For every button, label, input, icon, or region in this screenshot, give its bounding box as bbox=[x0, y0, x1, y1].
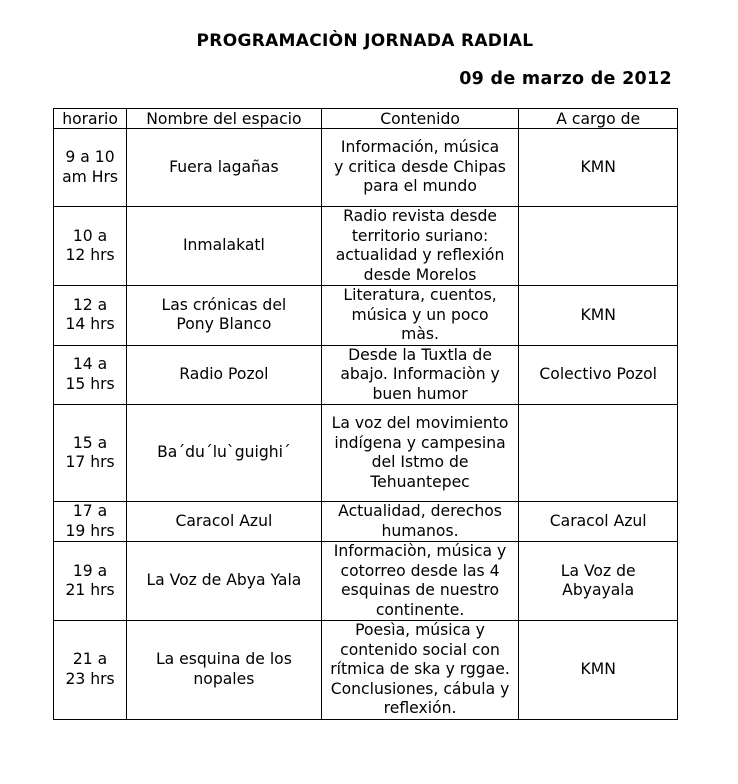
horario-text: 12 a 14 hrs bbox=[65, 295, 115, 334]
cell-nombre: Inmalakatl bbox=[127, 207, 322, 286]
document-title: PROGRAMACIÒN JORNADA RADIAL bbox=[196, 31, 534, 51]
cell-horario bbox=[54, 502, 127, 542]
cell-cargo bbox=[519, 542, 678, 621]
contenido-text: Actualidad, derechos humanos. bbox=[338, 502, 502, 540]
cell-horario bbox=[54, 286, 127, 346]
cell-horario bbox=[54, 207, 127, 286]
table-row bbox=[54, 286, 678, 346]
cell-horario bbox=[54, 542, 127, 621]
cell-contenido bbox=[321, 405, 519, 502]
table-row bbox=[54, 345, 678, 405]
cell-contenido bbox=[321, 502, 519, 542]
cell-nombre: Radio Pozol bbox=[127, 345, 322, 405]
header-horario: horario bbox=[54, 109, 127, 129]
contenido-text: La voz del movimiento indígena y campesina del Istmo de Tehuantepec bbox=[331, 414, 509, 491]
horario-text: 14 a 15 hrs bbox=[65, 355, 115, 393]
header-cargo: A cargo de bbox=[519, 109, 678, 129]
horario-text: 21 a 23 hrs bbox=[65, 650, 115, 688]
cell-nombre: Caracol Azul bbox=[127, 502, 322, 542]
contenido-text: Desde la Tuxtla de abajo. Informaciòn y buen humor bbox=[340, 345, 500, 403]
cell-nombre: Ba´du´lu`guighi´ bbox=[127, 405, 322, 502]
cell-nombre: Fuera lagañas bbox=[127, 129, 322, 207]
horario-text: 15 a 17 hrs bbox=[65, 433, 115, 471]
table-row bbox=[54, 405, 678, 502]
contenido-text: Información, música y critica desde Chipas para el mundo bbox=[334, 138, 506, 196]
contenido-text: Radio revista desde territorio suriano: actualidad y reflexión desde Morelos bbox=[335, 207, 505, 284]
table-row bbox=[54, 502, 678, 542]
cell-horario bbox=[54, 405, 127, 502]
cell-contenido bbox=[321, 621, 519, 720]
table-header-row bbox=[54, 109, 678, 129]
cell-cargo: KMN bbox=[519, 621, 678, 720]
horario-text: 10 a 12 hrs bbox=[65, 226, 115, 264]
cell-cargo: KMN bbox=[519, 286, 678, 346]
header-nombre: Nombre del espacio bbox=[127, 109, 322, 129]
cell-contenido bbox=[321, 286, 519, 346]
table-row bbox=[54, 207, 678, 286]
cell-horario bbox=[54, 129, 127, 207]
contenido-text: Poesìa, música y contenido social con rítmica de ska y rggae. Conclusiones, cábula y reflexión. bbox=[330, 621, 510, 717]
contenido-text: Literatura, cuentos, música y un poco màs. bbox=[343, 286, 497, 343]
cell-nombre: La Voz de Abya Yala bbox=[127, 542, 322, 621]
schedule-table bbox=[53, 108, 678, 720]
nombre-text: La esquina de los nopales bbox=[155, 650, 292, 688]
document-date: 09 de marzo de 2012 bbox=[459, 69, 672, 89]
table-row bbox=[54, 129, 678, 207]
cell-nombre bbox=[127, 286, 322, 346]
horario-text: 9 a 10 am Hrs bbox=[62, 148, 119, 186]
cell-cargo bbox=[519, 405, 678, 502]
header-contenido: Contenido bbox=[321, 109, 519, 129]
contenido-text: Informaciòn, música y cotorreo desde las 4 esquinas de nuestro continente. bbox=[333, 542, 507, 619]
cell-cargo: KMN bbox=[519, 129, 678, 207]
cell-contenido bbox=[321, 129, 519, 207]
cell-cargo: Caracol Azul bbox=[519, 502, 678, 542]
cell-contenido bbox=[321, 542, 519, 621]
cell-nombre bbox=[127, 621, 322, 720]
cell-horario bbox=[54, 345, 127, 405]
table-row bbox=[54, 621, 678, 720]
cell-contenido bbox=[321, 345, 519, 405]
cell-cargo bbox=[519, 207, 678, 286]
cell-cargo: Colectivo Pozol bbox=[519, 345, 678, 405]
horario-text: 19 a 21 hrs bbox=[65, 561, 115, 599]
cell-horario bbox=[54, 621, 127, 720]
cell-contenido bbox=[321, 207, 519, 286]
nombre-text: Las crónicas del Pony Blanco bbox=[161, 295, 287, 334]
horario-text: 17 a 19 hrs bbox=[65, 502, 115, 540]
table-row bbox=[54, 542, 678, 621]
cargo-text: La Voz de Abyayala bbox=[560, 561, 636, 599]
